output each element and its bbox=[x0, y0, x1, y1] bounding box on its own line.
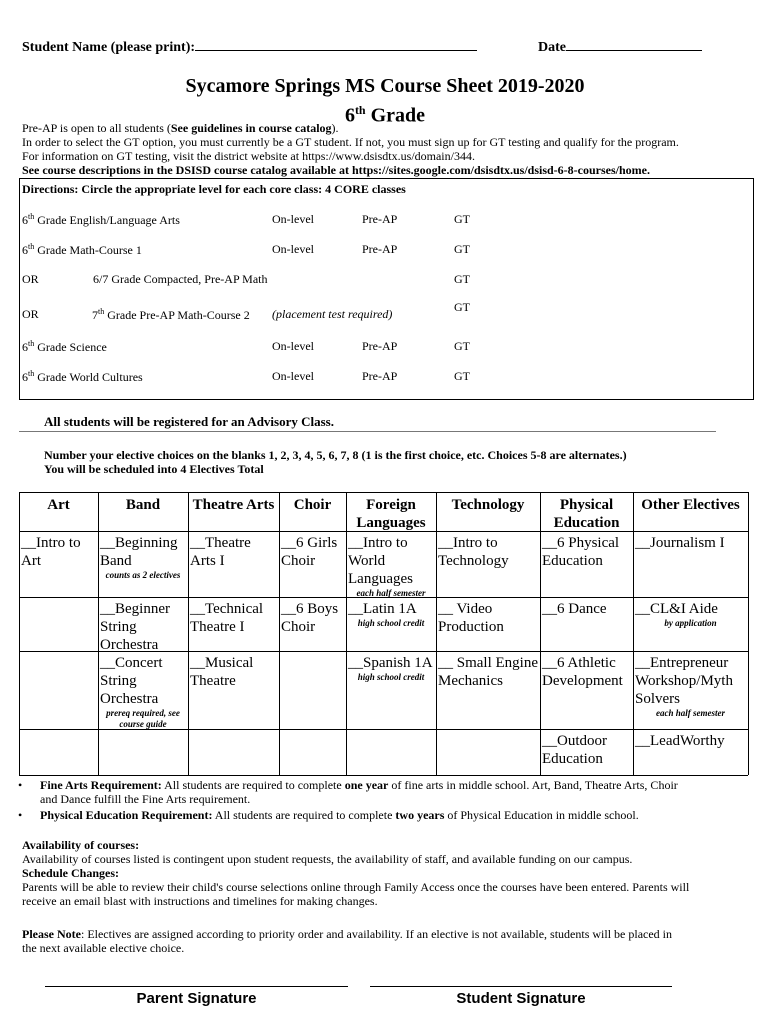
elective-note: each half semester bbox=[356, 588, 426, 598]
level-gt[interactable]: GT bbox=[454, 300, 470, 314]
elective-label: __Technical Theatre I bbox=[190, 601, 264, 635]
electives-instructions: Number your elective choices on the blanks 1, 2, 3, 4, 5, 6, 7, 8 (1 is the first choice, etc. Choices 5-8 are alternates.) You will be scheduled into 4 Electives Total bbox=[44, 448, 627, 476]
intro-line3: For information on GT testing, visit the district website at https://www.dsisdtx.us/domain/344. bbox=[22, 149, 475, 163]
elective-note: each half semester bbox=[656, 708, 725, 718]
level-gt[interactable]: GT bbox=[454, 369, 470, 383]
intro-line2: In order to select the GT option, you must currently be a GT student. If not, you must sign up for GT testing and qualify for the program. bbox=[22, 135, 679, 149]
elective-option[interactable] bbox=[542, 654, 631, 690]
pe-requirement: Physical Education Requirement: All students are required to complete two years of Physical Education in middle school. bbox=[40, 808, 639, 822]
level-on-level[interactable]: On-level bbox=[272, 242, 314, 256]
student-name-row bbox=[22, 38, 477, 56]
table-header: Foreign Languages bbox=[356, 497, 426, 531]
level-pre-ap[interactable]: Pre-AP bbox=[362, 369, 398, 383]
or-label: OR bbox=[22, 307, 39, 321]
level-gt[interactable]: GT bbox=[454, 339, 470, 353]
table-border bbox=[346, 492, 347, 775]
table-header: Technology bbox=[451, 497, 525, 513]
elective-note: counts as 2 electives bbox=[105, 570, 181, 580]
elective-option[interactable] bbox=[100, 534, 186, 581]
table-header: Physical Education bbox=[553, 497, 620, 531]
level-pre-ap[interactable]: Pre-AP bbox=[362, 339, 398, 353]
table-border bbox=[633, 492, 634, 775]
elective-label: __CL&I Aide bbox=[635, 601, 718, 617]
elective-label: __ Small Engine Mechanics bbox=[438, 655, 538, 689]
student-signature-label: Student Signature bbox=[456, 990, 586, 1007]
table-header: Theatre Arts bbox=[192, 497, 275, 513]
elective-label: __Concert String Orchestra bbox=[100, 655, 163, 707]
bullet-icon: • bbox=[18, 808, 23, 822]
elective-note: high school credit bbox=[357, 672, 425, 682]
elective-label: __Latin 1A bbox=[348, 601, 417, 617]
core-class-name: 7th Grade Pre-AP Math-Course 2 bbox=[92, 307, 250, 322]
elective-option[interactable] bbox=[635, 534, 746, 552]
core-class-name: 6th Grade English/Language Arts bbox=[22, 212, 180, 227]
please-note: Please Note: Electives are assigned according to priority order and availability. If an elective is not available, students will be placed in the next available elective choice. bbox=[22, 927, 673, 955]
elective-option[interactable] bbox=[542, 732, 631, 768]
date-label: Date bbox=[538, 40, 566, 55]
elective-option[interactable] bbox=[190, 600, 277, 636]
level-gt[interactable]: GT bbox=[454, 242, 470, 256]
table-border bbox=[748, 492, 749, 775]
student-name-label: Student Name (please print): bbox=[22, 40, 196, 55]
table-border bbox=[19, 775, 748, 776]
table-border bbox=[279, 492, 280, 775]
fine-arts-requirement: Fine Arts Requirement: All students are required to complete one year of fine arts in middle school. Art, Band, Theatre Arts, Choir and Dance fulfill the Fine Arts requirement. bbox=[40, 778, 678, 806]
elective-label: __ Video Production bbox=[438, 601, 504, 635]
elective-option[interactable] bbox=[438, 654, 538, 690]
elective-label: __Intro to World Languages bbox=[348, 535, 413, 587]
date-row bbox=[538, 38, 702, 56]
student-name-blank[interactable] bbox=[195, 38, 477, 51]
schedule-line1: Parents will be able to review their child's course selections online through Family Access once the courses have been entered. Parents will bbox=[22, 880, 690, 894]
elective-label: __Beginning Band bbox=[100, 535, 178, 569]
parent-signature-label: Parent Signature bbox=[136, 990, 257, 1007]
page-title bbox=[0, 74, 770, 128]
core-class-name: 6th Grade Science bbox=[22, 339, 107, 354]
level-pre-ap[interactable]: Pre-AP bbox=[362, 212, 398, 226]
schedule-line2: receive an email blast with instructions and timelines for making changes. bbox=[22, 894, 378, 908]
table-header: Art bbox=[47, 497, 70, 513]
table-border bbox=[98, 492, 99, 775]
elective-note: prereq required, see course guide bbox=[106, 708, 180, 729]
elective-option[interactable] bbox=[281, 600, 344, 636]
bullet-icon: • bbox=[18, 778, 23, 792]
intro-line1: Pre-AP is open to all students (See guidelines in course catalog). bbox=[22, 121, 339, 135]
core-class-name: 6/7 Grade Compacted, Pre-AP Math bbox=[93, 272, 268, 286]
elective-label: __Entrepreneur Workshop/Myth Solvers bbox=[635, 655, 733, 707]
elective-option[interactable] bbox=[635, 732, 746, 750]
level-on-level[interactable]: On-level bbox=[272, 369, 314, 383]
elective-option[interactable] bbox=[438, 534, 538, 570]
elective-note: by application bbox=[664, 618, 717, 628]
or-label: OR bbox=[22, 272, 39, 286]
directions-text: Directions: Circle the appropriate level for each core class: 4 CORE classes bbox=[22, 182, 406, 196]
elective-label: __Theatre Arts I bbox=[190, 535, 251, 569]
elective-option[interactable] bbox=[635, 654, 746, 719]
level-pre-ap[interactable]: Pre-AP bbox=[362, 242, 398, 256]
elective-option[interactable] bbox=[190, 534, 277, 570]
elective-label: __Intro to Art bbox=[21, 535, 81, 569]
elective-option[interactable] bbox=[190, 654, 277, 690]
date-blank[interactable] bbox=[566, 38, 702, 51]
elective-label: __6 Dance bbox=[542, 601, 607, 617]
student-signature-line[interactable] bbox=[370, 986, 672, 987]
table-border bbox=[188, 492, 189, 775]
level-gt[interactable]: GT bbox=[454, 212, 470, 226]
core-class-name: 6th Grade Math-Course 1 bbox=[22, 242, 142, 257]
advisory-text: All students will be registered for an Advisory Class. bbox=[44, 414, 334, 429]
elective-option[interactable] bbox=[281, 534, 344, 570]
level-gt[interactable]: GT bbox=[454, 272, 470, 286]
availability-section bbox=[22, 838, 762, 908]
table-header: Other Electives bbox=[641, 497, 740, 513]
elective-label: __Outdoor Education bbox=[542, 733, 607, 767]
table-border bbox=[436, 492, 437, 775]
elective-label: __LeadWorthy bbox=[635, 733, 725, 749]
title-line1: Sycamore Springs MS Course Sheet 2019-2020 bbox=[185, 75, 585, 97]
elective-option[interactable] bbox=[348, 600, 434, 629]
parent-signature-line[interactable] bbox=[45, 986, 348, 987]
elective-option[interactable] bbox=[542, 534, 631, 570]
elective-option[interactable] bbox=[635, 600, 746, 629]
availability-text: Availability of courses listed is contingent upon student requests, the availability of staff, and available funding on our campus. bbox=[22, 852, 633, 866]
elective-label: __Musical Theatre bbox=[190, 655, 254, 689]
elective-label: __Spanish 1A bbox=[348, 655, 433, 671]
elective-option[interactable] bbox=[100, 654, 186, 730]
intro-line4: See course descriptions in the DSISD course catalog available at https://sites.google.com/dsisdtx.us/dsisd-6-8-courses/home. bbox=[22, 163, 650, 177]
level-on-level[interactable]: On-level bbox=[272, 212, 314, 226]
elective-label: __6 Girls Choir bbox=[281, 535, 338, 569]
table-header: Band bbox=[125, 497, 161, 513]
table-border bbox=[19, 492, 20, 775]
elective-option[interactable] bbox=[438, 600, 538, 636]
elective-label: __6 Physical Education bbox=[542, 535, 620, 569]
schedule-heading: Schedule Changes: bbox=[22, 866, 120, 880]
placement-note: (placement test required) bbox=[272, 307, 393, 321]
elective-label: __Intro to Technology bbox=[438, 535, 509, 569]
elective-option[interactable] bbox=[348, 534, 434, 599]
elective-label: __Beginner String Orchestra bbox=[100, 601, 170, 653]
elective-label: __Journalism I bbox=[635, 535, 725, 551]
elective-label: __6 Athletic Development bbox=[542, 655, 623, 689]
intro-text bbox=[22, 121, 762, 177]
availability-heading: Availability of courses: bbox=[22, 838, 140, 852]
elective-option[interactable] bbox=[21, 534, 96, 570]
elective-label: __6 Boys Choir bbox=[281, 601, 339, 635]
core-class-name: 6th Grade World Cultures bbox=[22, 369, 143, 384]
advisory-divider bbox=[19, 431, 716, 432]
table-border bbox=[540, 492, 541, 775]
elective-note: high school credit bbox=[357, 618, 425, 628]
table-header: Choir bbox=[293, 497, 332, 513]
elective-option[interactable] bbox=[100, 600, 186, 654]
table-border bbox=[19, 492, 748, 493]
level-on-level[interactable]: On-level bbox=[272, 339, 314, 353]
title-grade: 6th Grade bbox=[344, 103, 426, 127]
elective-option[interactable] bbox=[542, 600, 631, 618]
elective-option[interactable] bbox=[348, 654, 434, 683]
